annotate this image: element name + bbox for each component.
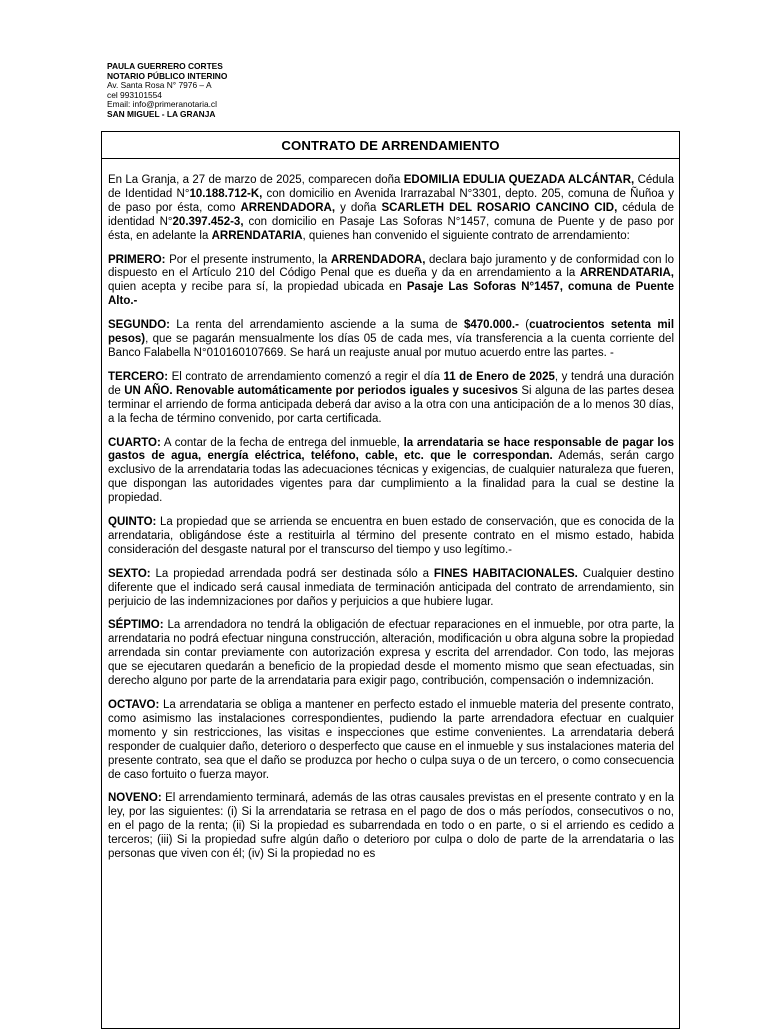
clause-tercero	[108, 371, 674, 427]
notary-location: SAN MIGUEL - LA GRANJA	[107, 108, 216, 119]
bold-text-run: cuatrocientos setenta mil pesos)	[108, 319, 675, 346]
bold-text-run: SEXTO:	[108, 567, 151, 580]
contract-body	[102, 159, 679, 862]
notary-address: Av. Santa Rosa N° 7976 – A	[107, 80, 212, 91]
bold-text-run: FINES HABITACIONALES.	[433, 567, 578, 580]
text-run: declara bajo juramento y de conformidad con lo dispuesto en el Artículo 210 del Código Penal que es dueña y da en arrendamiento a la	[108, 253, 674, 280]
bold-text-run: 11 de Enero de 2025	[443, 370, 555, 383]
bold-text-run: ARRENDATARIA	[211, 229, 303, 242]
bold-text-run: QUINTO:	[108, 516, 157, 529]
text-run: El contrato de arrendamiento comenzó a regir el día	[168, 370, 444, 383]
bold-text-run: $470.000.-	[463, 319, 519, 332]
text-run: (	[518, 319, 530, 332]
text-run: con domicilio en Pasaje Las Soforas N°1457, comuna de Puente y de paso por ésta, en adelante la	[108, 215, 674, 242]
clause-septimo	[108, 619, 674, 689]
bold-text-run: 20.397.452-3,	[172, 215, 244, 228]
clause-cuarto	[108, 437, 674, 507]
notary-phone: cel 993101554	[107, 89, 162, 100]
text-run: quien acepta y recibe para sí, la propiedad ubicada en	[108, 281, 407, 294]
contract-frame	[101, 131, 680, 1029]
text-run: A contar de la fecha de entrega del inmueble,	[160, 436, 404, 449]
text-run: con domicilio en Avenida Irarrazabal N°3301, depto. 205, comuna de Ñuñoa y de paso por ésta, como	[108, 187, 674, 214]
bold-text-run: ARRENDATARIA,	[579, 267, 674, 280]
bold-text-run: OCTAVO:	[108, 699, 160, 711]
contract-title: CONTRATO DE ARRENDAMIENTO	[102, 132, 679, 159]
intro-paragraph	[108, 174, 674, 244]
text-run: La renta del arrendamiento asciende a la suma de	[169, 319, 464, 332]
text-run: y doña	[335, 201, 382, 214]
text-run: , que se pagarán mensualmente los días 05 de cada mes, vía transferencia a la cuenta corriente del Banco Falabella N°010160107669. Se hará un reajuste anual por mutuo acuerdo entre las partes. -	[108, 333, 674, 359]
bold-text-run: SEGUNDO:	[108, 319, 170, 332]
text-run: En La Granja, a 27 de marzo de 2025, comparecen doña	[108, 174, 404, 186]
clause-sexto	[108, 568, 674, 610]
text-run: Por el presente instrumento, la	[165, 253, 331, 266]
text-run: Cédula de Identidad N°	[108, 174, 675, 200]
text-run: La propiedad arrendada podrá ser destinada sólo a	[150, 567, 434, 580]
clause-segundo	[108, 319, 674, 361]
bold-text-run: NOVENO:	[108, 792, 162, 805]
bold-text-run: PRIMERO:	[108, 253, 166, 266]
text-run: Cualquier destino diferente que el indicado será causal inmediata de terminación anticipada del contrato de arrendamiento, sin perjuicio de las indemnizaciones por daños y perjuicios a que hubiere lugar.	[108, 567, 675, 608]
text-run: El arrendamiento terminará, además de las otras causales previstas en el presente contrato y en la ley, por las siguientes: (i) Si la arrendataria se retrasa en el pago de dos o más períodos, consecutivos o no, en el pago de la renta; (ii) Si la propiedad es subarrendada en todo o en parte, o si el arriendo es cedido a terceros; (iii) Si la propiedad sufre algún daño o deterioro por culpa o dolo de parte de la arrendataria o las personas que viven con él; (iv) Si la propiedad no es	[108, 792, 674, 861]
bold-text-run: ARRENDADORA,	[330, 253, 426, 266]
clause-octavo	[108, 699, 674, 782]
clause-primero	[108, 254, 674, 310]
clause-noveno	[108, 792, 674, 862]
bold-text-run: SCARLETH DEL ROSARIO CANCINO CID,	[381, 201, 618, 214]
bold-text-run: CUARTO:	[108, 436, 161, 449]
text-run: Si alguna de las partes desea terminar el arriendo de forma anticipada deberá dar aviso a la otra con una anticipación de a lo menos 30 días, a la fecha de término convenido, por carta certificada.	[108, 384, 674, 425]
notary-name: PAULA GUERRERO CORTES	[107, 61, 223, 71]
clause-quinto	[108, 516, 674, 558]
bold-text-run: TERCERO:	[108, 370, 169, 383]
notary-email: Email: info@primeranotaria.cl	[107, 99, 217, 110]
bold-text-run: UN AÑO. Renovable automáticamente por periodos iguales y sucesivos	[124, 384, 518, 397]
notary-header	[107, 62, 227, 120]
bold-text-run: 10.188.712-K,	[189, 187, 263, 200]
text-run: La propiedad que se arrienda se encuentra en buen estado de conservación, que es conocida de la arrendataria, obligándose éste a restituirla al término del presente contrato en el mismo estado, habida consideración del desgaste natural por el transcurso del tiempo y uso legítimo.-	[108, 516, 674, 556]
text-run: , quienes han convenido el siguiente contrato de arrendamiento:	[302, 229, 630, 242]
text-run: La arrendadora no tendrá la obligación de efectuar reparaciones en el inmueble, por otra parte, la arrendataria no podrá efectuar ninguna construcción, alteración, modificación u obra alguna sobre la propiedad arrendada sin contar previamente con autorización expresa y escrita del arrendador. Con todo, las mejoras que se ejecutaren quedarán a beneficio de la propiedad desde el momento mismo que sean efectuadas, sin derecho alguno por parte de la arrendataria para exigir pago, contribución, compensación o indemnización.	[108, 619, 674, 688]
bold-text-run: Pasaje Las Soforas N°1457, comuna de Puente Alto.-	[108, 281, 674, 308]
text-run: , y tendrá una duración de	[108, 370, 674, 397]
text-run: Además, serán cargo exclusivo de la arrendataria todas las adecuaciones técnicas y exigencias, de cualquier naturaleza que fueren, que dispongan las autoridades vigentes para dar cumplimiento a la finalidad para la cual se destine la propiedad.	[108, 450, 674, 505]
text-run: La arrendataria se obliga a mantener en perfecto estado el inmueble materia del presente contrato, como asimismo las instalaciones correspondientes, pudiendo la parte arrendadora efectuar en cualquier momento y sin restricciones, las visitas e inspecciones que estime convenientes. La arrendataria deberá responder de cualquier daño, deterioro o desperfecto que cause en el inmueble y sus instalaciones materia del presente contrato, sea que el daño se produzca por hecho o culpa suya o de un tercero, o como consecuencia de caso fortuito o fuerza mayor.	[108, 699, 674, 781]
clauses-list	[108, 244, 674, 862]
bold-text-run: SÉPTIMO:	[108, 619, 164, 632]
bold-text-run: la arrendataria se hace responsable de pagar los gastos de agua, energía eléctrica, teléfono, cable, etc. que le correspondan.	[108, 436, 674, 463]
bold-text-run: EDOMILIA EDULIA QUEZADA ALCÁNTAR,	[403, 174, 635, 186]
text-run: cédula de identidad N°	[108, 201, 674, 228]
notary-role: NOTARIO PÚBLICO INTERINO	[107, 70, 228, 81]
bold-text-run: ARRENDADORA,	[240, 201, 336, 214]
